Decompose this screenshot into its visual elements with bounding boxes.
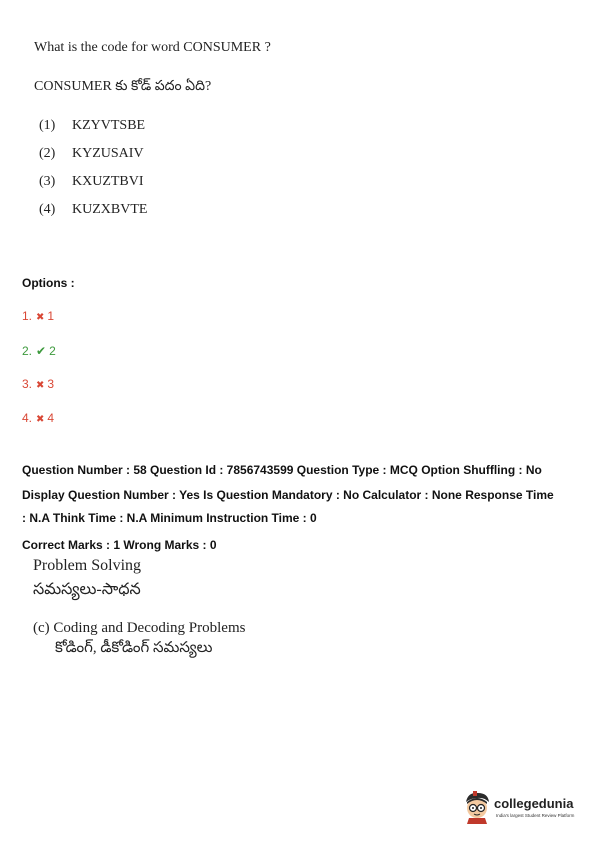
choice-text: KXUZTBVI <box>72 174 144 189</box>
option-value: 3 <box>47 377 55 391</box>
section-title-en: Problem Solving <box>33 557 142 574</box>
option-item-3 <box>22 377 54 391</box>
options-title: Options : <box>22 276 75 290</box>
collegedunia-logo <box>462 790 588 826</box>
meta-line-1: Question Number : 58 Question Id : 7856743599 Question Type : MCQ Option Shuffling : No <box>22 463 542 477</box>
cross-icon: ✖ <box>36 414 45 425</box>
option-value: 4 <box>47 411 55 425</box>
option-item-4 <box>22 411 54 425</box>
option-index: 2. <box>22 344 33 358</box>
subsection-title-te: కోడింగ్, డీకోడింగ్ సమస్యలు <box>55 640 213 656</box>
option-value: 2 <box>49 344 56 358</box>
logo-tagline: India's largest Student Review Platform <box>496 813 575 818</box>
option-index: 3. <box>22 377 33 391</box>
cross-icon: ✖ <box>36 312 45 323</box>
choice-4 <box>39 202 147 218</box>
option-item-2 <box>22 344 56 358</box>
logo-brand: collegedunia <box>494 796 574 811</box>
mascot-icon <box>462 790 492 824</box>
marks-line: Correct Marks : 1 Wrong Marks : 0 <box>22 538 217 552</box>
meta-line-3: : N.A Think Time : N.A Minimum Instruction Time : 0 <box>22 511 317 525</box>
choice-text: KYZUSAIV <box>72 146 144 161</box>
choice-1 <box>39 118 145 134</box>
choice-3 <box>39 174 144 190</box>
check-icon: ✔ <box>36 344 47 358</box>
choice-number: (3) <box>39 174 56 189</box>
option-value: 1 <box>47 309 55 323</box>
choice-text: KUZXBVTE <box>72 202 148 217</box>
choice-number: (4) <box>39 202 56 217</box>
section-title-te: సమస్యలు-సాధన <box>33 581 141 598</box>
subsection-title-en: (c) Coding and Decoding Problems <box>33 620 246 636</box>
choice-number: (1) <box>39 118 56 133</box>
choice-text: KZYVTSBE <box>72 118 146 133</box>
question-text-te: CONSUMER కు కోడ్ పదం ఏది? <box>34 79 212 94</box>
cross-icon: ✖ <box>36 380 45 391</box>
choice-2 <box>39 146 144 162</box>
option-item-1 <box>22 309 54 323</box>
meta-line-2: Display Question Number : Yes Is Question Mandatory : No Calculator : None Response Time <box>22 488 554 502</box>
question-text-en: What is the code for word CONSUMER ? <box>34 40 271 55</box>
choice-number: (2) <box>39 146 56 161</box>
option-index: 4. <box>22 411 33 425</box>
option-index: 1. <box>22 309 33 323</box>
